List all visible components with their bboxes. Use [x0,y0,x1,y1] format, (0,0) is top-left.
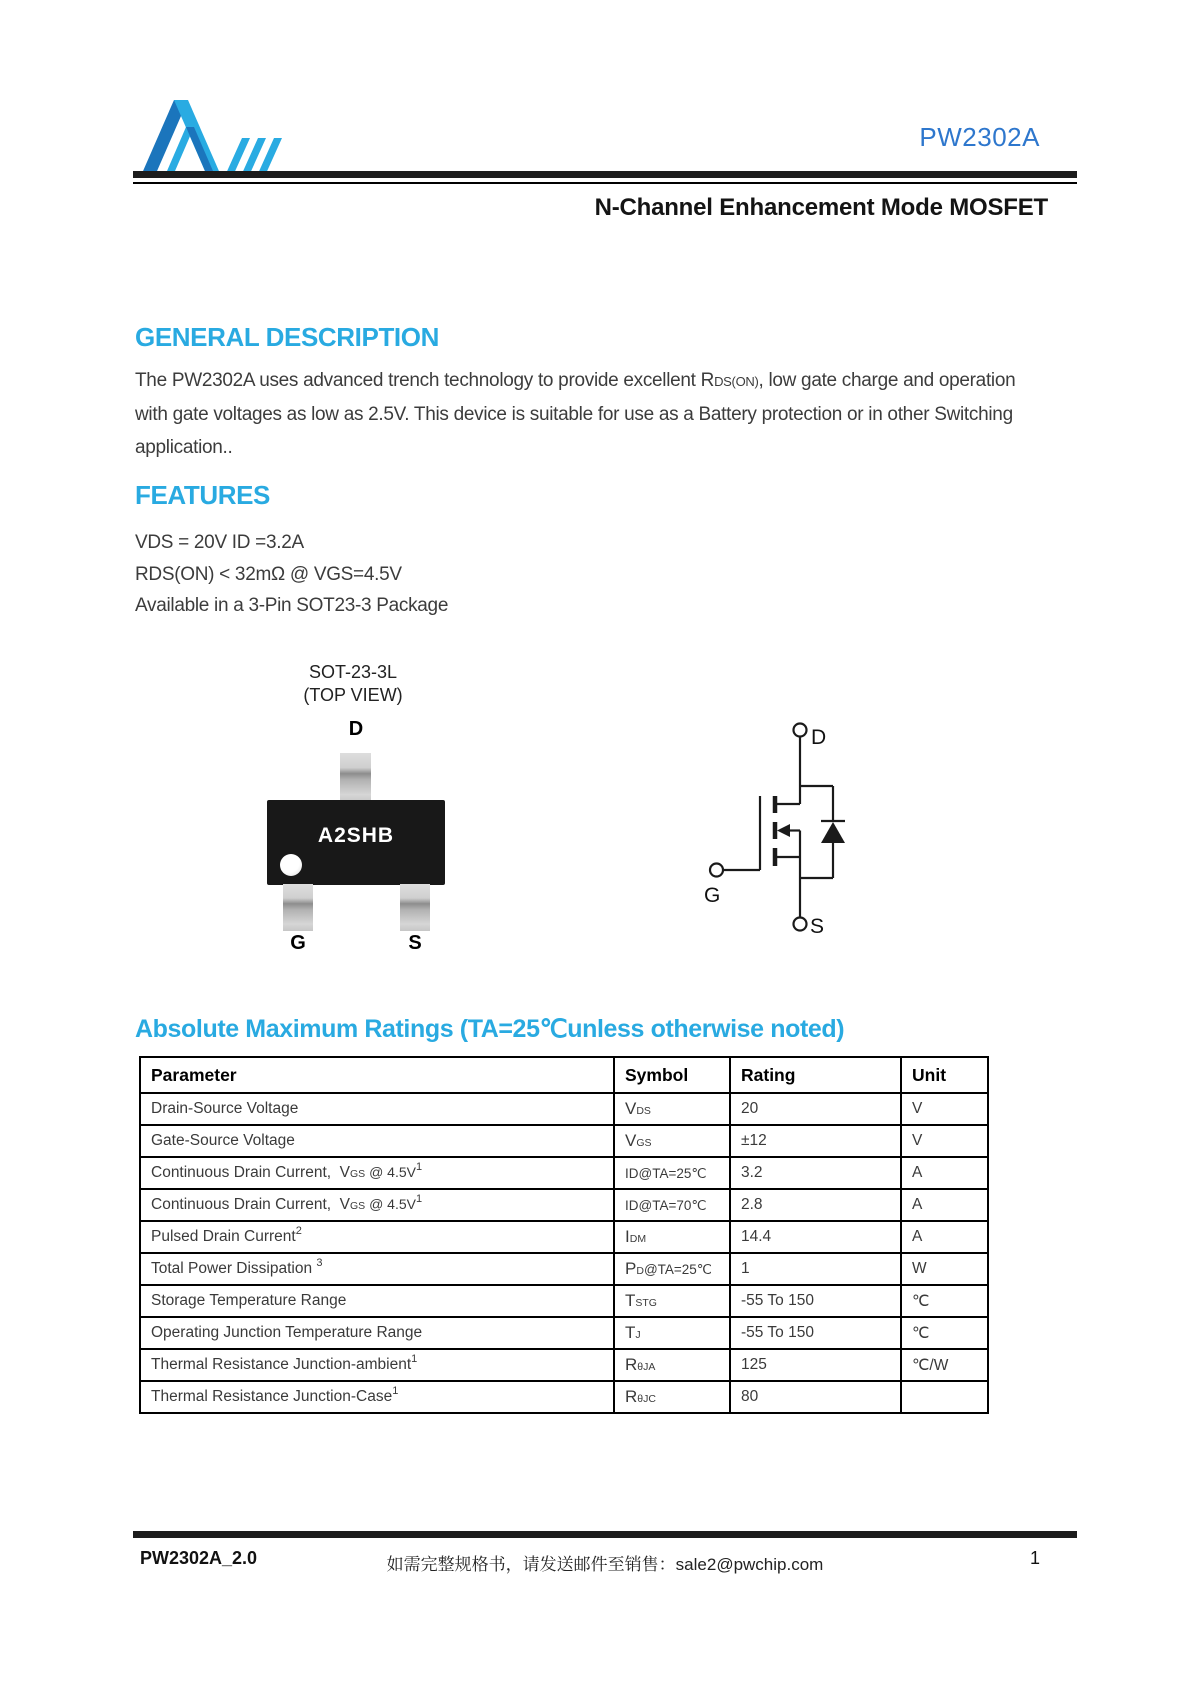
parameter-cell: Continuous Drain Current, VGS @ $4.5V^1$ [140,1189,614,1221]
footer-contact-note: 如需完整规格书，请发送邮件至销售： [386,1555,676,1574]
pin-label-source: S [408,932,422,954]
table-row [140,1157,988,1189]
unit-cell: A [901,1221,988,1253]
table-row [140,1381,988,1413]
footer-rule [133,1531,1077,1538]
part-number: PW2302A [919,122,1040,152]
symbol-cell: VDS [614,1093,730,1125]
table-header-row [140,1057,988,1093]
pin1-indicator-dot [280,854,302,876]
unit-cell: ℃/W [901,1349,988,1381]
col-header-symbol: Symbol [614,1057,730,1093]
col-header-rating: Rating [730,1057,901,1093]
symbol-cell: RθJA [614,1349,730,1381]
rating-cell: 80 [730,1381,901,1413]
symbol-cell: IDM [614,1221,730,1253]
table-row [140,1317,988,1349]
schematic-gate-label: G [704,884,721,907]
parameter-cell: Gate-Source Voltage [140,1125,614,1157]
table-row [140,1253,988,1285]
rating-cell: 14.4 [730,1221,901,1253]
symbol-cell: RθJC [614,1381,730,1413]
ratings-heading: Absolute Maximum Ratings (TA=25℃unless otherwise noted) [135,1015,845,1043]
description-text-sub: DS(ON) [714,374,759,389]
unit-cell: V [901,1125,988,1157]
unit-cell [901,1381,988,1413]
package-body [267,800,445,885]
table-row [140,1221,988,1253]
unit-cell: W [901,1253,988,1285]
rating-cell: 125 [730,1349,901,1381]
symbol-cell: PD@TA=25℃ [614,1253,730,1285]
schematic-drain-label: D [811,726,827,749]
package-bottom-pin-source [400,884,430,931]
ratings-table [139,1056,989,1414]
rating-cell: 20 [730,1093,901,1125]
footer-email: sale2@pwchip.com [675,1555,824,1574]
package-title: SOT-23-3L [308,662,398,682]
features-heading: FEATURES [135,480,270,510]
table-row [140,1189,988,1221]
feature-item: RDS(ON) < 32mΩ @ VGS=4.5V [135,563,402,585]
unit-cell: A [901,1189,988,1221]
footer-contact [133,1550,1077,1575]
pin-label-drain: D [348,718,364,740]
rating-cell: -55 To 150 [730,1317,901,1349]
features-list [135,527,835,622]
rating-cell: 3.2 [730,1157,901,1189]
page-number: 1 [1030,1548,1041,1568]
package-top-pin [340,753,371,802]
general-description-heading: GENERAL DESCRIPTION [135,322,439,352]
table-row [140,1285,988,1317]
table-row [140,1125,988,1157]
rating-cell: 2.8 [730,1189,901,1221]
parameter-cell: Thermal Resistance Junction-Case$^1$ [140,1381,614,1413]
page-title: N-Channel Enhancement Mode MOSFET [594,194,1048,221]
table-row [140,1093,988,1125]
feature-item: VDS = 20V ID =3.2A [135,532,304,553]
parameter-cell: Storage Temperature Range [140,1285,614,1317]
description-text-post: , low gate charge and operation with gate voltages as low as 2.5V. This device is suitable for use as a Battery protection or in other Switching application.. [135,370,1016,458]
package-marking: A2SHB [317,824,395,847]
col-header-unit: Unit [901,1057,988,1093]
unit-cell: ℃ [901,1317,988,1349]
symbol-cell: VGS [614,1125,730,1157]
parameter-cell: Thermal Resistance Junction-ambient$^1$ [140,1349,614,1381]
package-view-label: (TOP VIEW) [303,685,403,705]
symbol-cell: ID@TA=25℃ [614,1157,730,1189]
col-header-parameter: Parameter [140,1057,614,1093]
symbol-cell: TSTG [614,1285,730,1317]
header-rule-thin [133,182,1077,184]
doc-revision: PW2302A_2.0 [140,1548,258,1568]
description-text-pre: The PW2302A uses advanced trench technology to provide excellent R [135,370,715,391]
rating-cell: -55 To 150 [730,1285,901,1317]
parameter-cell: Drain-Source Voltage [140,1093,614,1125]
parameter-cell: Total Power Dissipation $^3$ [140,1253,614,1285]
unit-cell: A [901,1157,988,1189]
table-row [140,1349,988,1381]
rating-cell: 1 [730,1253,901,1285]
schematic-source-label: S [810,915,825,938]
parameter-cell: Operating Junction Temperature Range [140,1317,614,1349]
package-bottom-pin-gate [283,884,313,931]
parameter-cell: Pulsed Drain Current$^2$ [140,1221,614,1253]
company-logo-icon [140,100,290,178]
mosfet-schematic-icon [690,712,860,947]
symbol-cell: TJ [614,1317,730,1349]
header-rule-thick [133,171,1077,178]
unit-cell: ℃ [901,1285,988,1317]
symbol-cell: ID@TA=70℃ [614,1189,730,1221]
feature-item: Available in a 3-Pin SOT23-3 Package [135,595,449,616]
parameter-cell: Continuous Drain Current, VGS @ $4.5V^1$ [140,1157,614,1189]
general-description-text [135,364,1050,464]
pin-label-gate: G [290,932,306,954]
rating-cell: ±12 [730,1125,901,1157]
unit-cell: V [901,1093,988,1125]
